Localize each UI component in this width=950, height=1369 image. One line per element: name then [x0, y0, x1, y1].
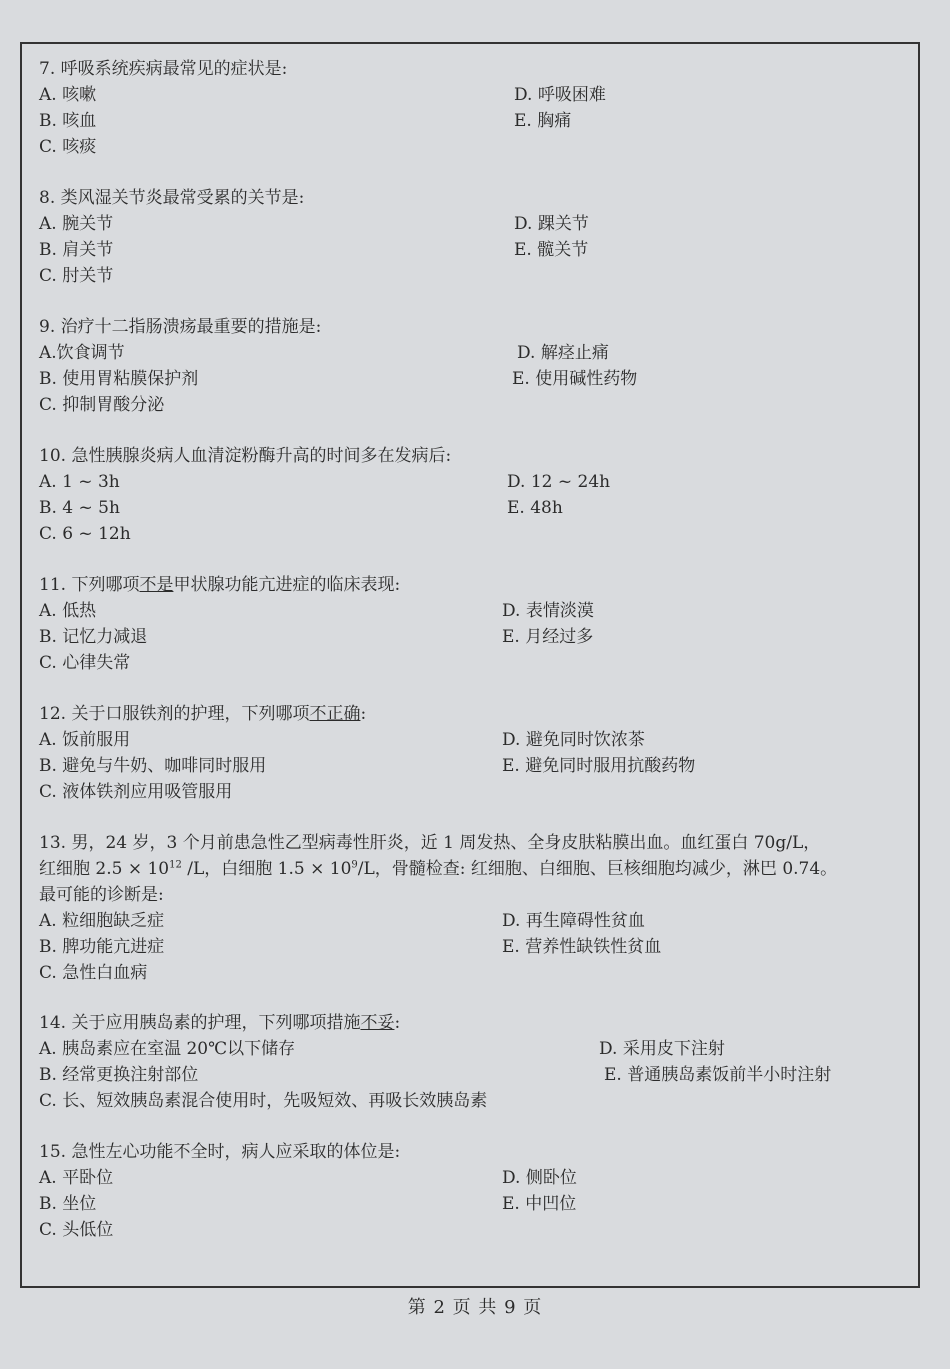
- rbc-exponent: 12: [169, 859, 182, 871]
- question-9: [39, 314, 909, 415]
- option-b: B. 肩关节: [39, 240, 114, 260]
- option-e: E. 48h: [507, 498, 563, 518]
- question-stem: 8. 类风湿关节炎最常受累的关节是:: [39, 188, 305, 208]
- stem-emphasis: 不妥: [360, 1013, 395, 1033]
- stem-text: :: [394, 1013, 401, 1033]
- question-10: [39, 443, 909, 544]
- option-a: A. 平卧位: [39, 1168, 114, 1188]
- stem-text: :: [360, 704, 367, 724]
- option-b: B. 经常更换注射部位: [39, 1065, 199, 1085]
- option-e: E. 胸痛: [514, 111, 572, 131]
- question-15: [39, 1139, 909, 1240]
- option-c: C. 液体铁剂应用吸管服用: [39, 782, 233, 802]
- question-stem-line3: 最可能的诊断是:: [39, 885, 164, 905]
- option-a: A. 低热: [39, 601, 97, 621]
- option-b: B. 坐位: [39, 1194, 97, 1214]
- option-d: D. 表情淡漠: [502, 601, 594, 621]
- option-b: B. 脾功能亢进症: [39, 937, 165, 957]
- option-c: C. 咳痰: [39, 137, 97, 157]
- option-c: C. 头低位: [39, 1220, 114, 1240]
- option-d: D. 解痉止痛: [517, 343, 609, 363]
- option-c: C. 长、短效胰岛素混合使用时，先吸短效、再吸长效胰岛素: [39, 1091, 488, 1111]
- question-stem: [39, 572, 909, 598]
- question-stem: 7. 呼吸系统疾病最常见的症状是:: [39, 59, 288, 79]
- question-stem: 10. 急性胰腺炎病人血清淀粉酶升高的时间多在发病后:: [39, 446, 452, 466]
- question-stem: [39, 701, 909, 727]
- option-d: D. 采用皮下注射: [599, 1039, 725, 1059]
- option-b: B. 4 ~ 5h: [39, 498, 120, 518]
- option-e: E. 髋关节: [514, 240, 589, 260]
- option-b: B. 记忆力减退: [39, 627, 148, 647]
- exam-page-frame: [20, 42, 920, 1288]
- option-d: D. 12 ~ 24h: [507, 472, 611, 492]
- option-c: C. 肘关节: [39, 266, 114, 286]
- option-a: A. 饭前服用: [39, 730, 131, 750]
- option-c: C. 心律失常: [39, 653, 131, 673]
- option-e: E. 中凹位: [502, 1194, 577, 1214]
- option-b: B. 咳血: [39, 111, 97, 131]
- option-d: D. 再生障碍性贫血: [502, 911, 645, 931]
- wbc-exponent: 9: [351, 859, 358, 871]
- option-b: B. 使用胃粘膜保护剂: [39, 369, 199, 389]
- option-a: A. 腕关节: [39, 214, 114, 234]
- option-e: E. 月经过多: [502, 627, 594, 647]
- question-stem-line1: 13. 男，24 岁，3 个月前患急性乙型病毒性肝炎，近 1 周发热、全身皮肤粘膜出血。血红蛋白 70g/L，: [39, 833, 821, 853]
- stem-text: 11. 下列哪项: [39, 575, 140, 595]
- option-d: D. 侧卧位: [502, 1168, 577, 1188]
- option-d: D. 避免同时饮浓茶: [502, 730, 645, 750]
- option-e: E. 避免同时服用抗酸药物: [502, 756, 696, 776]
- option-b: B. 避免与牛奶、咖啡同时服用: [39, 756, 267, 776]
- option-c: C. 抑制胃酸分泌: [39, 395, 165, 415]
- option-c: C. 急性白血病: [39, 963, 148, 983]
- question-14: [39, 1010, 909, 1111]
- question-stem-line2: [39, 856, 837, 882]
- question-stem: [39, 1010, 909, 1036]
- option-a: A.饮食调节: [39, 343, 125, 363]
- stem-emphasis: 不是: [139, 575, 174, 595]
- question-stem: 9. 治疗十二指肠溃疡最重要的措施是:: [39, 317, 322, 337]
- option-a: A. 咳嗽: [39, 85, 97, 105]
- stem-text: 甲状腺功能亢进症的临床表现:: [173, 575, 401, 595]
- option-e: E. 营养性缺铁性贫血: [502, 937, 662, 957]
- option-c: C. 6 ~ 12h: [39, 524, 131, 544]
- stem-text: /L，骨髓检查: 红细胞、白细胞、巨核细胞均减少，淋巴 0.74。: [357, 859, 838, 879]
- option-d: D. 呼吸困难: [514, 85, 606, 105]
- stem-text: 14. 关于应用胰岛素的护理，下列哪项措施: [39, 1013, 361, 1033]
- stem-text: 12. 关于口服铁剂的护理，下列哪项: [39, 704, 310, 724]
- stem-emphasis: 不正确: [309, 704, 361, 724]
- stem-text: 红细胞 2.5 × 10: [39, 859, 170, 879]
- page-number: 第 2 页 共 9 页: [407, 1297, 543, 1318]
- option-e: E. 使用碱性药物: [512, 369, 638, 389]
- question-12: [39, 701, 909, 802]
- question-stem: 15. 急性左心功能不全时，病人应采取的体位是:: [39, 1142, 401, 1162]
- option-d: D. 踝关节: [514, 214, 589, 234]
- stem-text: /L，白细胞 1.5 × 10: [181, 859, 352, 879]
- question-8: [39, 185, 909, 286]
- option-e: E. 普通胰岛素饭前半小时注射: [604, 1065, 832, 1085]
- option-a: A. 胰岛素应在室温 20℃以下储存: [39, 1039, 296, 1059]
- option-a: A. 1 ~ 3h: [39, 472, 120, 492]
- question-11: [39, 572, 909, 673]
- question-7: [39, 56, 909, 157]
- option-a: A. 粒细胞缺乏症: [39, 911, 165, 931]
